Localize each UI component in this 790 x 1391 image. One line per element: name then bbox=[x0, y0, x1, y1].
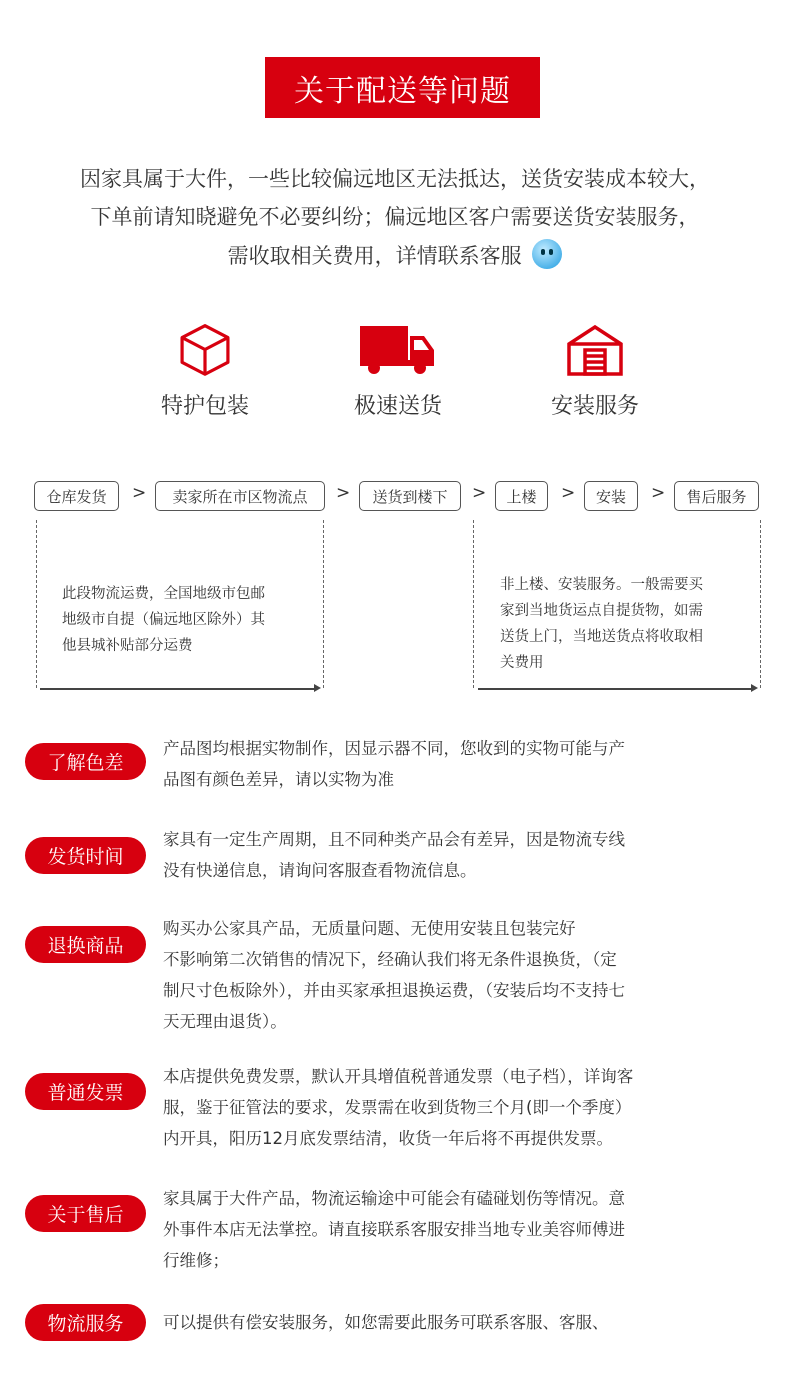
step-warehouse: 仓库发货 bbox=[34, 481, 119, 511]
section-line: 品图有颜色差异，请以实物为准 bbox=[163, 770, 394, 789]
section-badge: 物流服务 bbox=[25, 1304, 146, 1341]
section-badge: 发货时间 bbox=[25, 837, 146, 874]
section-line: 本店提供免费发票，默认开具增值税普通发票（电子档），详询客 bbox=[163, 1067, 634, 1086]
section-line: 可以提供有偿安装服务，如您需要此服务可联系客服、客服、 bbox=[163, 1313, 609, 1332]
note-right bbox=[500, 572, 703, 676]
section-line: 家具有一定生产周期，且不同种类产品会有差异，因是物流专线 bbox=[163, 830, 625, 849]
section-badge: 普通发票 bbox=[25, 1073, 146, 1110]
step-separator: > bbox=[336, 483, 351, 503]
intro-text: 需收取相关费用，详情联系客服 bbox=[227, 244, 522, 268]
note-line: 非上楼、安装服务。一般需要买 bbox=[500, 577, 703, 593]
step-separator: > bbox=[472, 483, 487, 503]
section-line: 购买办公家具产品，无质量问题、无使用安装且包装完好 bbox=[163, 919, 576, 938]
section-text bbox=[163, 1307, 723, 1338]
section-line: 内开具，阳历12月底发票结清，收货一年后将不再提供发票。 bbox=[163, 1129, 613, 1148]
step-separator: > bbox=[561, 483, 576, 503]
divider bbox=[760, 520, 761, 688]
note-line: 家到当地货运点自提货物，如需 bbox=[500, 603, 703, 619]
section-badge: 了解色差 bbox=[25, 743, 146, 780]
section-badge: 关于售后 bbox=[25, 1195, 146, 1232]
feature-delivery bbox=[318, 322, 478, 420]
intro-line-1: 因家具属于大件，一些比较偏远地区无法抵达，送货安装成本较大， bbox=[80, 167, 710, 191]
section-line: 不影响第二次销售的情况下，经确认我们将无条件退换货，（定 bbox=[163, 950, 617, 969]
feature-packaging bbox=[125, 322, 285, 420]
intro-line-2: 下单前请知晓避免不必要纠纷；偏远地区客户需要送货安装服务， bbox=[90, 205, 700, 229]
note-line: 送货上门，当地送货点将收取相 bbox=[500, 629, 703, 645]
warehouse-icon bbox=[565, 322, 625, 377]
section-line: 家具属于大件产品，物流运输途中可能会有磕碰划伤等情况。意 bbox=[163, 1189, 625, 1208]
section-text bbox=[163, 824, 723, 886]
divider bbox=[473, 520, 474, 688]
page-title: 关于配送等问题 bbox=[265, 57, 540, 118]
note-line: 此段物流运费，全国地级市包邮 bbox=[62, 586, 265, 602]
step-separator: > bbox=[651, 483, 666, 503]
section-badge: 退换商品 bbox=[25, 926, 146, 963]
section-line: 制尺寸色板除外），并由买家承担退换运费，（安装后均不支持七 bbox=[163, 981, 625, 1000]
truck-icon bbox=[358, 322, 438, 377]
section-line: 行维修； bbox=[163, 1251, 229, 1270]
section-text bbox=[163, 1061, 723, 1154]
divider bbox=[323, 520, 324, 688]
step-after-sales: 售后服务 bbox=[674, 481, 759, 511]
range-arrow bbox=[478, 688, 752, 690]
emoji-smile-icon bbox=[532, 239, 562, 269]
section-line: 产品图均根据实物制作，因显示器不同，您收到的实物可能与产 bbox=[163, 739, 625, 758]
feature-installation bbox=[515, 322, 675, 420]
step-separator: > bbox=[132, 483, 147, 503]
section-text bbox=[163, 913, 723, 1037]
section-text bbox=[163, 733, 723, 795]
feature-label: 特护包装 bbox=[160, 394, 249, 419]
section-line: 服，鉴于征管法的要求，发票需在收到货物三个月(即一个季度） bbox=[163, 1098, 632, 1117]
section-line: 没有快递信息，请询问客服查看物流信息。 bbox=[163, 861, 477, 880]
feature-label: 安装服务 bbox=[550, 394, 639, 419]
divider bbox=[36, 520, 37, 688]
section-line: 外事件本店无法掌控。请直接联系客服安排当地专业美容师傅进 bbox=[163, 1220, 625, 1239]
note-line: 关费用 bbox=[500, 655, 544, 671]
feature-label: 极速送货 bbox=[353, 394, 442, 419]
step-downstairs: 送货到楼下 bbox=[359, 481, 461, 511]
range-arrow bbox=[40, 688, 315, 690]
note-line: 他县城补贴部分运费 bbox=[62, 638, 193, 654]
step-city-logistics: 卖家所在市区物流点 bbox=[155, 481, 325, 511]
step-install: 安装 bbox=[584, 481, 638, 511]
note-line: 地级市自提（偏远地区除外）其 bbox=[62, 612, 265, 628]
section-text bbox=[163, 1183, 723, 1276]
box-icon bbox=[175, 322, 235, 377]
step-upstairs: 上楼 bbox=[495, 481, 548, 511]
note-left bbox=[62, 581, 265, 659]
section-line: 天无理由退货）。 bbox=[163, 1012, 287, 1031]
intro-line-3 bbox=[0, 239, 790, 270]
